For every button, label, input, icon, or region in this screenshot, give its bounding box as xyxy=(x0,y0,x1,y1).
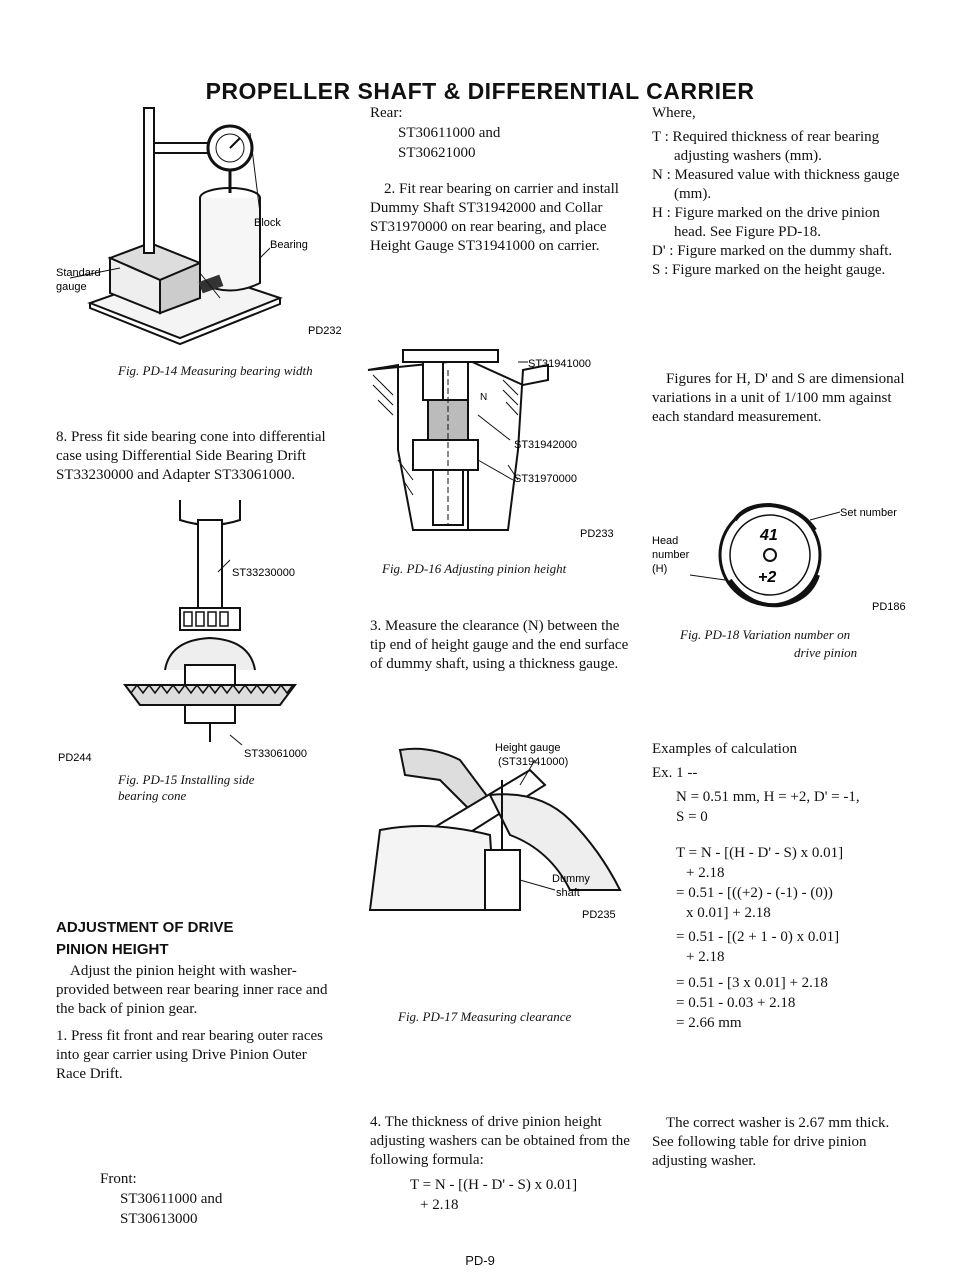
example-label: Ex. 1 -- xyxy=(652,765,698,781)
fig-pd17-illustration xyxy=(370,740,630,920)
step-2-text: 2. Fit rear bearing on carrier and install Dummy Shaft ST31942000 and Collar ST31970000 on rear bearing, and place Height Gauge ST31941000 on carrier. xyxy=(370,181,619,254)
fig14-label-gauge: gauge xyxy=(56,281,87,293)
adjustment-heading-1: ADJUSTMENT OF DRIVE xyxy=(56,919,234,936)
figures-note: Figures for H, D' and S are dimensional variations in a unit of 1/100 mm against each standard measurement. xyxy=(652,371,905,425)
definition-s: S : Figure marked on the height gauge. xyxy=(652,262,886,278)
example-given-1: N = 0.51 mm, H = +2, D' = -1, xyxy=(676,789,860,805)
fig15-label-drift: ST33230000 xyxy=(232,567,295,579)
fig18-label-set-number: Set number xyxy=(840,507,897,519)
fig17-code: PD235 xyxy=(582,909,616,921)
fig17-label-height-gauge-code: (ST31941000) xyxy=(498,756,569,768)
definition-d: D' : Figure marked on the dummy shaft. xyxy=(652,243,893,259)
calc-line-6: + 2.18 xyxy=(686,949,725,965)
definition-n: N : Measured value with thickness gauge (mm). xyxy=(652,167,900,202)
step-3-text: 3. Measure the clearance (N) between the tip end of height gauge and the end surface of dummy shaft, using a thickness gauge. xyxy=(370,618,629,672)
calc-line-4: x 0.01] + 2.18 xyxy=(686,905,771,921)
fig14-caption: Fig. PD-14 Measuring bearing width xyxy=(118,363,313,378)
calc-line-1: T = N - [(H - D' - S) x 0.01] xyxy=(676,845,844,861)
adjustment-intro: Adjust the pinion height with washer-provided between rear bearing inner race and the back of pinion gear. xyxy=(56,963,328,1017)
examples-title: Examples of calculation xyxy=(652,741,797,757)
fig16-label-n: N xyxy=(480,392,488,403)
page-title: PROPELLER SHAFT & DIFFERENTIAL CARRIER xyxy=(205,78,755,104)
where-label: Where, xyxy=(652,105,696,121)
step-1-text: 1. Press fit front and rear bearing outer races into gear carrier using Drive Pinion Outer Race Drift. xyxy=(56,1028,323,1082)
definition-t: T : Required thickness of rear bearing adjusting washers (mm). xyxy=(652,129,880,164)
fig18-code: PD186 xyxy=(872,601,906,613)
page-number: PD-9 xyxy=(465,1253,495,1268)
fig16-label-gauge: ST31941000 xyxy=(528,358,591,370)
front-label: Front: xyxy=(100,1171,137,1187)
fig-pd14-illustration xyxy=(56,108,350,343)
calc-line-9: = 2.66 mm xyxy=(676,1015,742,1031)
front-tool-1: ST30611000 and xyxy=(120,1191,223,1207)
fig14-label-bearing: Bearing xyxy=(270,239,308,251)
fig17-label-height-gauge: Height gauge xyxy=(495,742,561,754)
fig17-label-dummy: Dummy xyxy=(552,873,590,885)
definitions-list xyxy=(652,128,912,280)
fig18-top-mark: 41 xyxy=(760,527,778,544)
calc-line-3: = 0.51 - [((+2) - (-1) - (0)) xyxy=(676,885,833,901)
fig18-bottom-mark: +2 xyxy=(758,569,777,586)
fig18-label-head: Head xyxy=(652,535,679,547)
fig-pd15-illustration xyxy=(58,500,350,764)
calc-line-8: = 0.51 - 0.03 + 2.18 xyxy=(676,995,796,1011)
fig16-label-collar: ST31970000 xyxy=(514,473,577,485)
fig15-label-adapter: ST33061000 xyxy=(244,748,307,760)
fig18-label-number: number xyxy=(652,549,690,561)
calc-line-5: = 0.51 - [(2 + 1 - 0) x 0.01] xyxy=(676,929,840,945)
fig-pd16-illustration xyxy=(368,340,628,540)
fig18-caption-1: Fig. PD-18 Variation number on xyxy=(680,627,851,642)
fig15-code: PD244 xyxy=(58,752,92,764)
fig17-label-shaft: shaft xyxy=(556,887,580,899)
front-tool-2: ST30613000 xyxy=(120,1211,198,1227)
fig17-caption: Fig. PD-17 Measuring clearance xyxy=(398,1009,572,1024)
fig16-code: PD233 xyxy=(580,528,614,540)
fig18-caption-2: drive pinion xyxy=(794,645,858,660)
rear-tool-1: ST30611000 and xyxy=(398,125,501,141)
fig14-label-standard: Standard xyxy=(56,267,101,279)
rear-tool-2: ST30621000 xyxy=(398,145,476,161)
conclusion-text: The correct washer is 2.67 mm thick. See following table for drive pinion adjusting washer. xyxy=(652,1115,890,1169)
definition-h: H : Figure marked on the drive pinion head. See Figure PD-18. xyxy=(652,205,880,240)
fig-pd18-illustration xyxy=(650,500,910,620)
step-4-formula-2: + 2.18 xyxy=(420,1197,459,1213)
step-4-formula-1: T = N - [(H - D' - S) x 0.01] xyxy=(410,1177,578,1193)
calc-line-7: = 0.51 - [3 x 0.01] + 2.18 xyxy=(676,975,828,991)
fig18-label-h: (H) xyxy=(652,563,668,575)
fig14-code: PD232 xyxy=(308,325,342,337)
calc-line-2: + 2.18 xyxy=(686,865,725,881)
fig16-label-shaft: ST31942000 xyxy=(514,439,577,451)
adjustment-heading-2: PINION HEIGHT xyxy=(56,941,169,958)
rear-label: Rear: xyxy=(370,105,403,121)
fig16-caption: Fig. PD-16 Adjusting pinion height xyxy=(382,561,567,576)
step-4-text: 4. The thickness of drive pinion height adjusting washers can be obtained from the following formula: xyxy=(370,1114,630,1168)
fig14-label-block: Block xyxy=(254,217,281,229)
fig15-caption: Fig. PD-15 Installing side bearing cone xyxy=(118,772,255,803)
example-given-2: S = 0 xyxy=(676,809,708,825)
step-8-text: 8. Press fit side bearing cone into differential case using Differential Side Bearing Drift ST33230000 and Adapter ST33061000. xyxy=(56,429,326,483)
